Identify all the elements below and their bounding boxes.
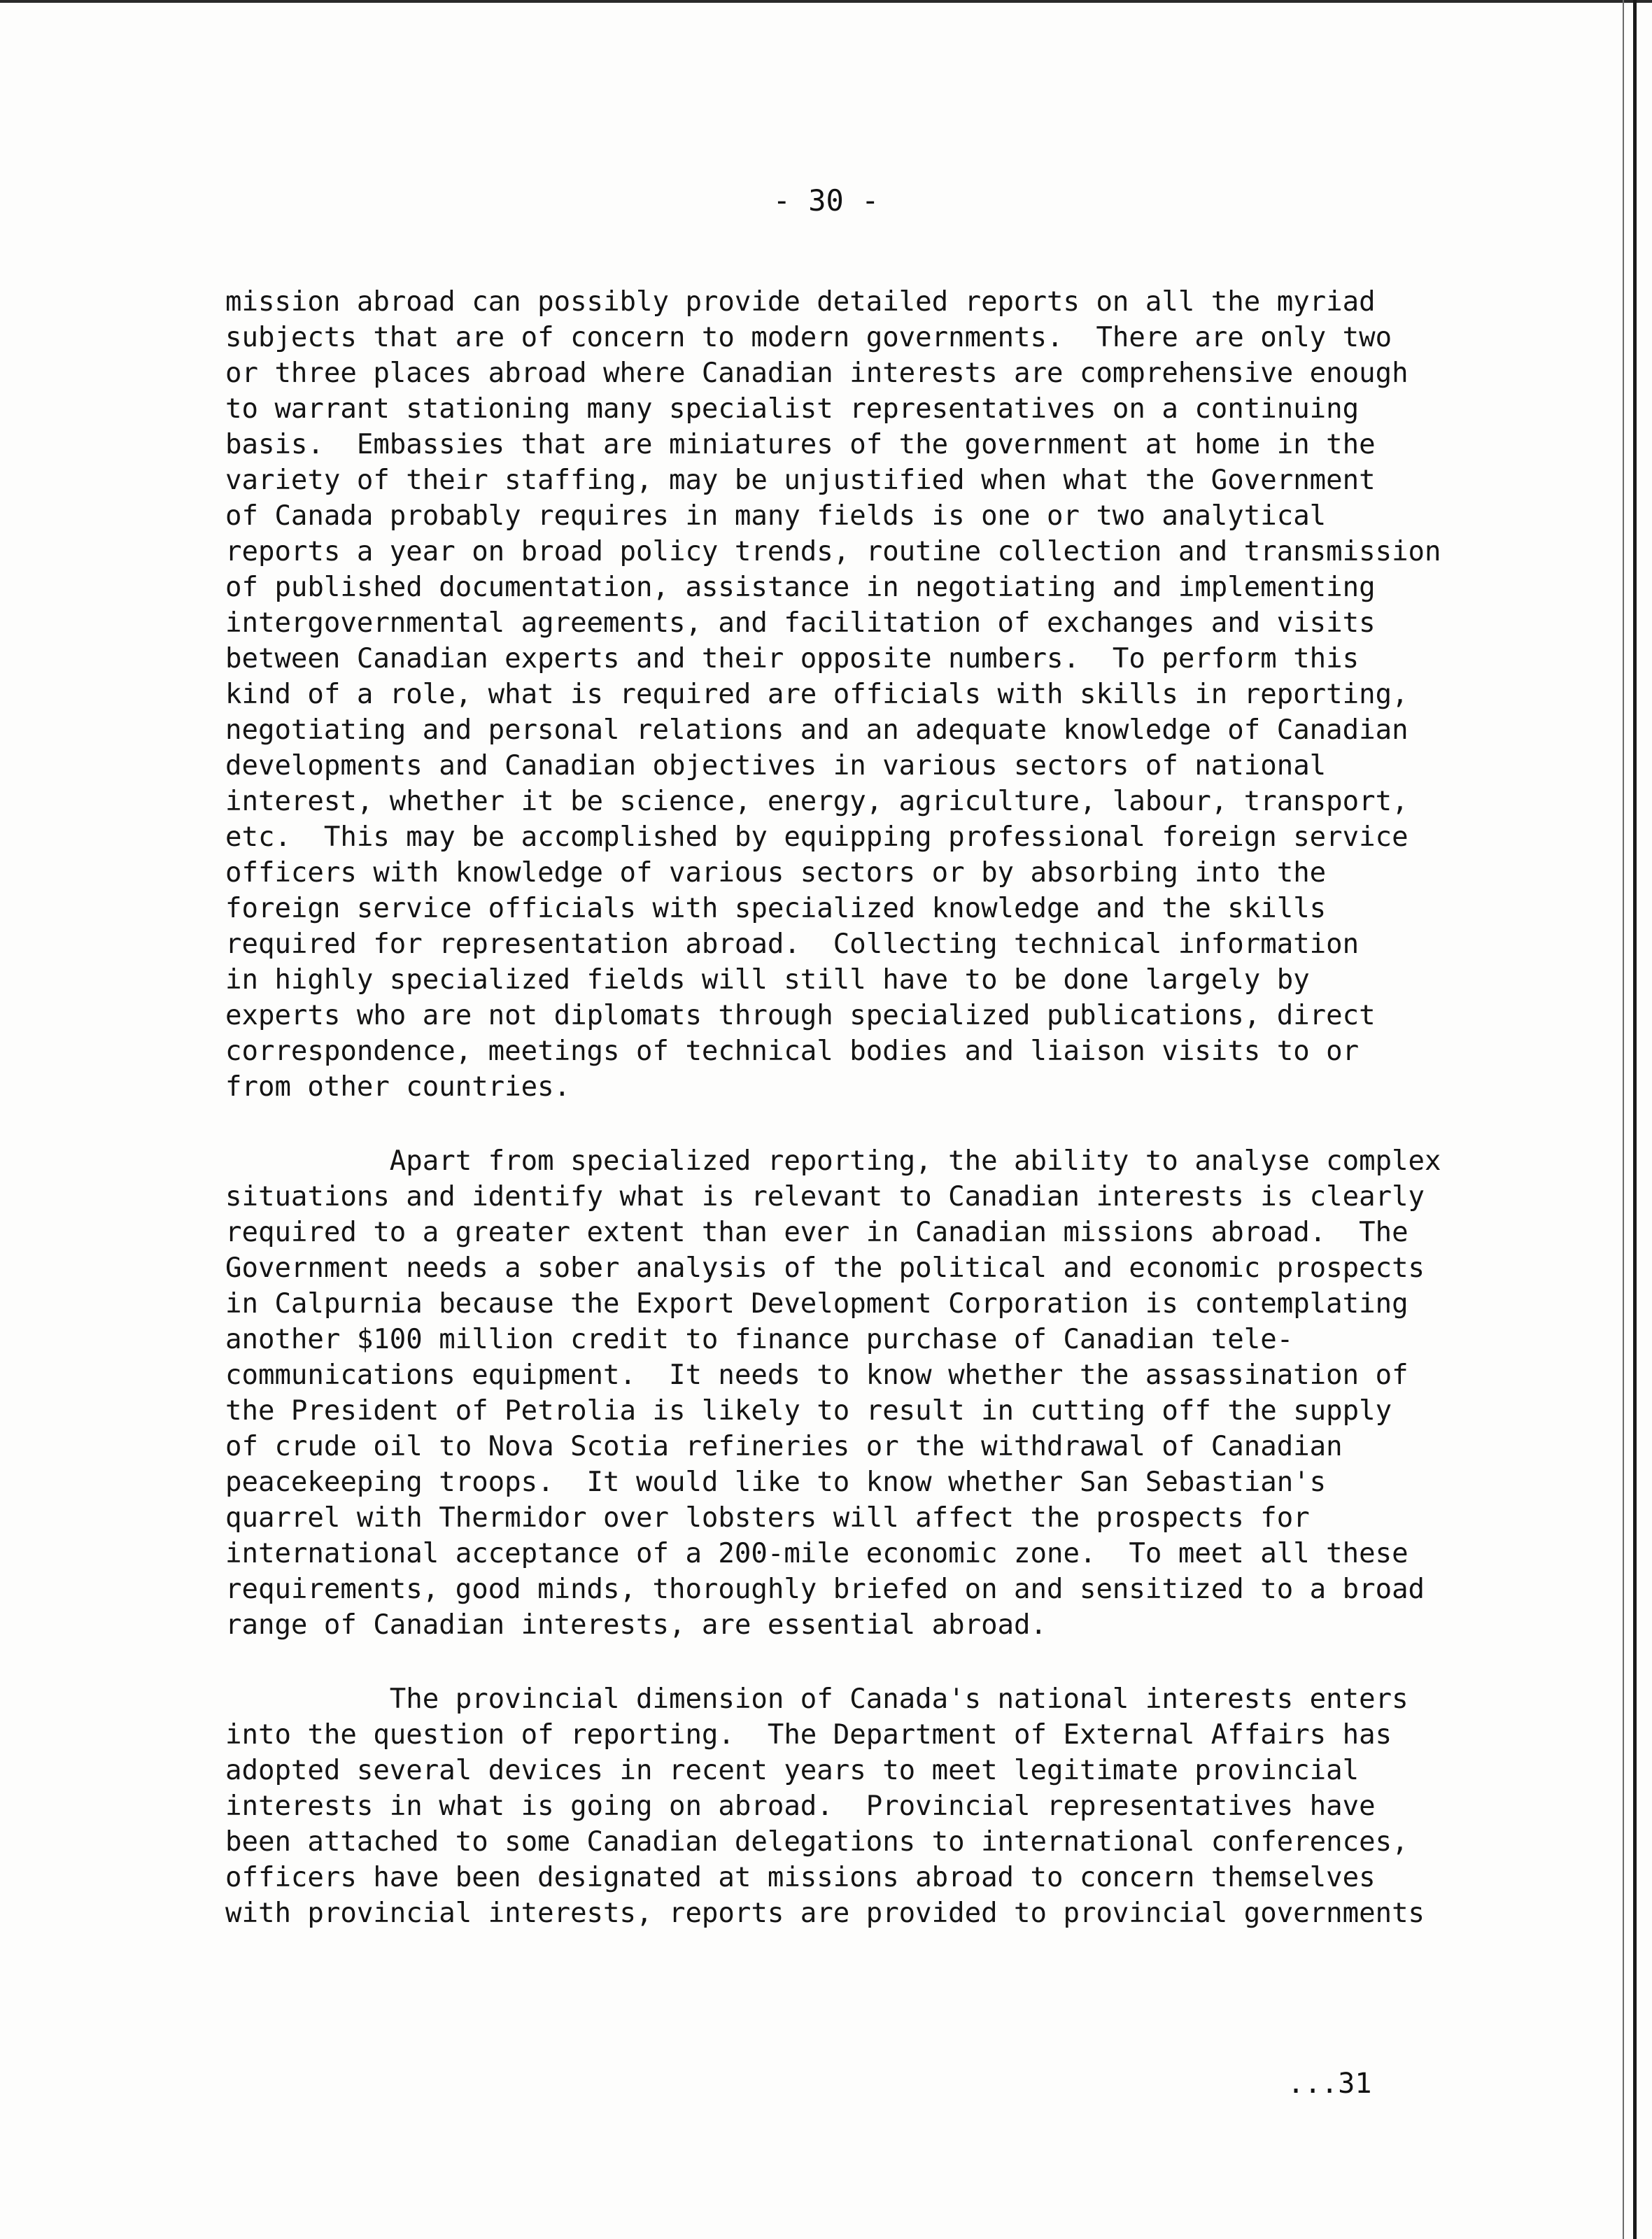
text-line: adopted several devices in recent years to meet legitimate provincial (225, 1755, 1360, 1786)
text-line: in highly specialized fields will still have to be done largely by (225, 964, 1310, 996)
text-line: subjects that are of concern to modern governments. There are only two (225, 322, 1392, 353)
page-right-edge (1633, 0, 1637, 2239)
text-line: variety of their staffing, may be unjustified when what the Government (225, 465, 1376, 496)
paragraph-2 (225, 1143, 1541, 1643)
text-line: the President of Petrolia is likely to result in cutting off the supply (225, 1395, 1392, 1427)
text-line: officers have been designated at missions abroad to concern themselves (225, 1862, 1376, 1893)
text-line: been attached to some Canadian delegations to international conferences, (225, 1826, 1409, 1858)
paragraph-1 (225, 284, 1541, 1105)
text-line: quarrel with Thermidor over lobsters will affect the prospects for (225, 1502, 1310, 1534)
text-line: to warrant stationing many specialist representatives on a continuing (225, 393, 1360, 425)
text-line: etc. This may be accomplished by equipping professional foreign service (225, 821, 1409, 853)
text-line: between Canadian experts and their opposite numbers. To perform this (225, 643, 1360, 674)
text-line: required to a greater extent than ever in Canadian missions abroad. The (225, 1217, 1409, 1248)
text-line: or three places abroad where Canadian interests are comprehensive enough (225, 358, 1409, 389)
text-line: Government needs a sober analysis of the political and economic prospects (225, 1252, 1425, 1284)
text-line: foreign service officials with specialized knowledge and the skills (225, 893, 1327, 924)
text-line: kind of a role, what is required are officials with skills in reporting, (225, 679, 1409, 710)
text-line: of published documentation, assistance in negotiating and implementing (225, 572, 1376, 603)
text-line: communications equipment. It needs to know whether the assassination of (225, 1359, 1409, 1391)
paragraph-3 (225, 1681, 1541, 1931)
text-line: experts who are not diplomats through specialized publications, direct (225, 1000, 1376, 1031)
page-right-edge-inner (1623, 0, 1624, 2239)
page-number: - 30 - (772, 183, 880, 218)
text-line: intergovernmental agreements, and facilitation of exchanges and visits (225, 607, 1376, 639)
text-line: another $100 million credit to finance purchase of Canadian tele- (225, 1324, 1294, 1355)
text-line: The provincial dimension of Canada's national interests enters (225, 1683, 1409, 1715)
text-line: from other countries. (225, 1071, 571, 1103)
text-line: reports a year on broad policy trends, routine collection and transmission (225, 536, 1441, 567)
text-line: into the question of reporting. The Department of External Affairs has (225, 1719, 1392, 1751)
text-line: correspondence, meetings of technical bodies and liaison visits to or (225, 1036, 1360, 1067)
text-line: of Canada probably requires in many fields is one or two analytical (225, 500, 1327, 532)
text-line: of crude oil to Nova Scotia refineries or the withdrawal of Canadian (225, 1431, 1343, 1462)
text-line: situations and identify what is relevant to Canadian interests is clearly (225, 1181, 1425, 1213)
continuation-marker: ...31 (1287, 2068, 1372, 2100)
text-line: international acceptance of a 200-mile economic zone. To meet all these (225, 1538, 1409, 1569)
text-line: basis. Embassies that are miniatures of the government at home in the (225, 429, 1376, 460)
page-top-edge (0, 0, 1652, 3)
text-line: interests in what is going on abroad. Provincial representatives have (225, 1791, 1376, 1822)
text-line: requirements, good minds, thoroughly briefed on and sensitized to a broad (225, 1574, 1425, 1605)
text-line: mission abroad can possibly provide detailed reports on all the myriad (225, 286, 1376, 318)
text-line: developments and Canadian objectives in various sectors of national (225, 750, 1327, 782)
text-line: with provincial interests, reports are provided to provincial governments (225, 1898, 1425, 1929)
text-line: peacekeeping troops. It would like to know whether San Sebastian's (225, 1467, 1327, 1498)
text-line: in Calpurnia because the Export Development Corporation is contemplating (225, 1288, 1409, 1320)
text-line: range of Canadian interests, are essential abroad. (225, 1609, 1047, 1641)
text-line: required for representation abroad. Collecting technical information (225, 928, 1360, 960)
text-line: Apart from specialized reporting, the ability to analyse complex (225, 1145, 1441, 1177)
text-line: interest, whether it be science, energy, agriculture, labour, transport, (225, 786, 1409, 817)
body-text (225, 284, 1541, 1931)
text-line: officers with knowledge of various sectors or by absorbing into the (225, 857, 1327, 889)
text-line: negotiating and personal relations and an adequate knowledge of Canadian (225, 714, 1409, 746)
